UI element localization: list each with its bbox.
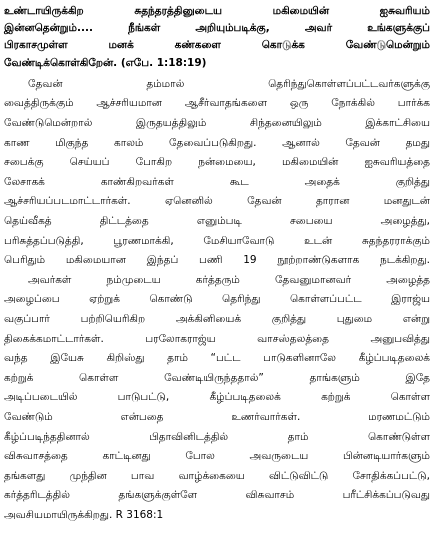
quote-line: இன்னதென்றும்.... நீங்கள் அறியும்படிக்கு, அவர் உங்களுக்குப்	[4, 22, 430, 35]
paragraph-line: கீழ்ப்படிந்ததினால் பிதாவினிடத்தில் தாம் கொண்டுள்ள	[4, 430, 430, 443]
paragraph-line: தெய்வீகத் திட்டத்தை எனும்படி சபையை அழைத்து,	[4, 214, 430, 227]
quote-line: பிரகாசமுள்ள மனக் கண்களை கொடுக்க வேண்டுமென்றும்	[4, 39, 430, 52]
paragraph-line: ஆச்சரியப்படமாட்டார்கள். ஏனெனில் தேவன் தாரான மனதுடன்	[4, 195, 430, 208]
body-paragraph	[4, 75, 430, 526]
paragraph-line: விசுவாசத்தை காட்டினது போல அவருடைய பின்னடியார்களும்	[4, 450, 430, 463]
scripture-quote	[4, 3, 430, 72]
paragraph-line: பெரிதும் மகிமையான இந்தப் பணி 19 நூற்றாண்டுகளாக நடக்கிறது.	[4, 254, 430, 267]
paragraph-last-line: அவசியமாயிருக்கிறது. R 3168:1	[4, 508, 164, 521]
paragraph-line: வகுப்பார் பற்றியெரிகிற அக்கினியைக் குறித்து புதுமை என்று	[4, 312, 430, 325]
paragraph-line: சபைக்கு செய்யப் போகிற நன்மையை, மகிமையின் ஐசுவரியத்தை	[4, 156, 430, 169]
paragraph-line: வந்த இயேசு கிறிஸ்து தாம் “பட்ட பாடுகளினாலே கீழ்ப்படிதலைக்	[4, 352, 430, 365]
quote-reference-line: வேண்டிக்கொள்கிறேன். (எபே. 1:18:19)	[4, 56, 207, 69]
paragraph-line: தேவன் தம்மால் தெரிந்துகொள்ளப்பட்டவர்களுக்கு	[28, 77, 430, 90]
paragraph-line: அழைப்பை ஏற்றுக் கொண்டு தெரிந்து கொள்ளப்பட்ட இராஜ்ய	[4, 293, 430, 306]
paragraph-line: திகைக்கமாட்டார்கள். பரலோகராஜ்ய வாசஸ்தலத்தை அனுபவித்து	[4, 332, 430, 345]
paragraph-line: அவர்கள் நம்முடைய கர்த்தரும் தேவனுமானவர் அழைத்த	[28, 273, 430, 286]
paragraph-line: கற்றுக் கொள்ள வேண்டியிருந்ததால்” தாங்களும் இதே	[4, 371, 430, 384]
paragraph-line: பரிசுத்தப்படுத்தி, பூரணமாக்கி, மேசியாவோடு உடன் சுதந்தரராக்கும்	[4, 234, 430, 247]
paragraph-line: தங்களது முந்தின பாவ வாழ்க்கையை விட்டுவிட்டு சோதிக்கப்பட்டு,	[4, 469, 430, 482]
paragraph-line: அடிப்படையில் பாடுபட்டு, கீழ்ப்படிதலைக் கற்றுக் கொள்ள	[4, 391, 430, 404]
paragraph-line: காண மிகுந்த காலம் தேவைப்படுகிறது. ஆனால் தேவன் தமது	[4, 136, 430, 149]
paragraph-line: வேண்டும் என்பதை உணர்வார்கள். மரணமட்டும்	[4, 410, 430, 423]
paragraph-line: கர்த்தரிடத்தில் தங்களுக்குள்ளே விசுவாசம் பரீட்சிக்கப்படுவது	[4, 489, 430, 502]
document-page	[4, 3, 430, 525]
paragraph-line: வேண்டுமென்றால் இருதயத்திலும் சிந்தனையிலும் இக்காட்சியை	[4, 117, 430, 129]
quote-line: உண்டாயிருக்கிற சுதந்தரத்தினுடைய மகிமையின் ஐசுவரியம்	[4, 5, 430, 17]
paragraph-line: லேசாகக் காண்கிறவர்கள் கூட அதைக் குறித்து	[4, 175, 430, 188]
paragraph-line: வைத்திருக்கும் ஆச்சரியமான ஆசீர்வாதங்களை ஒரு நோக்கில் பார்க்க	[4, 97, 430, 110]
